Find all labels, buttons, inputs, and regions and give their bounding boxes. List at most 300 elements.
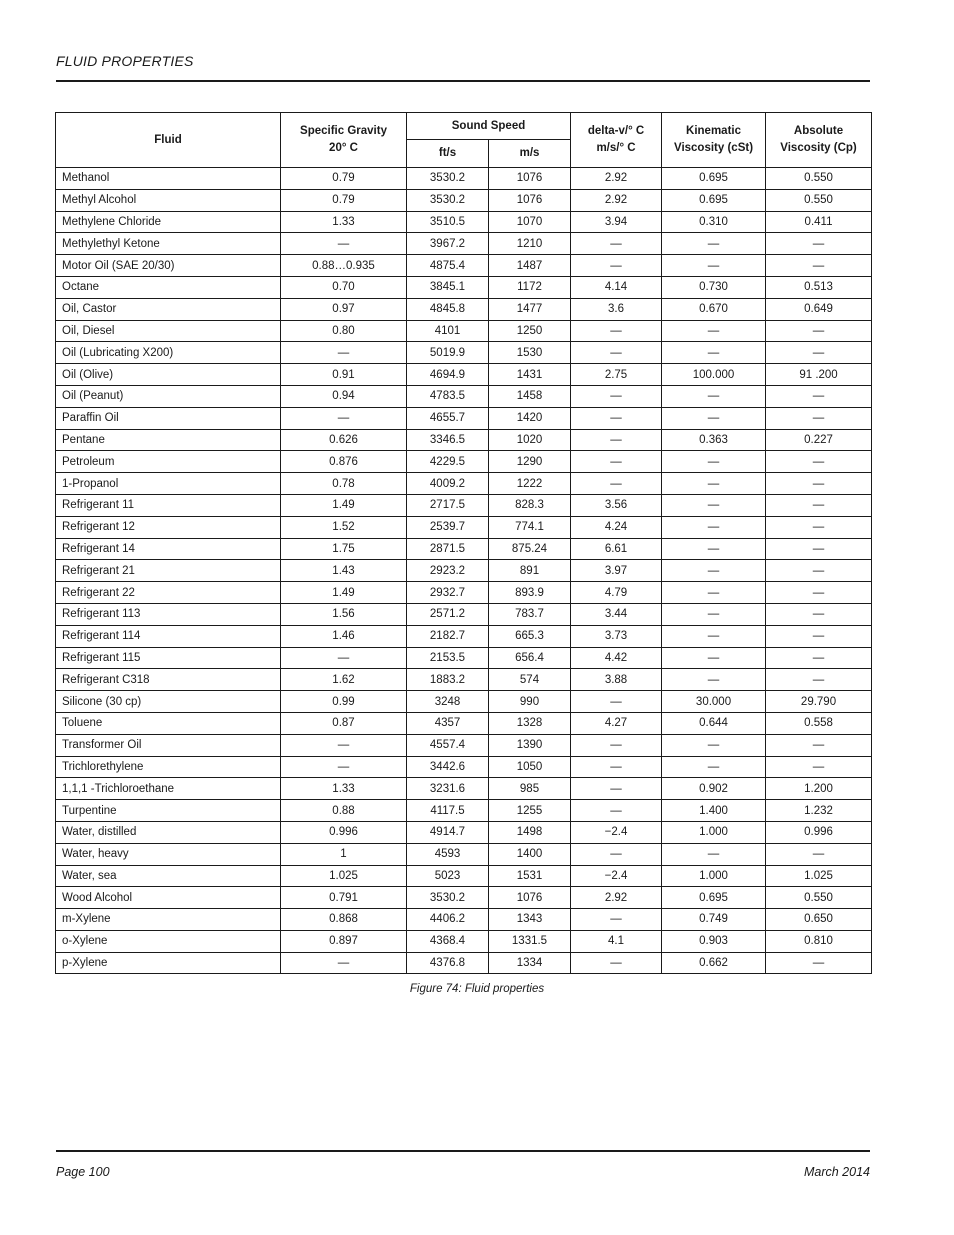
absolute-viscosity-cell: 0.550 bbox=[766, 168, 872, 190]
delta-v-cell: 4.42 bbox=[571, 647, 662, 669]
specific-gravity-cell: 0.97 bbox=[281, 298, 407, 320]
delta-v-cell: 4.1 bbox=[571, 930, 662, 952]
kinematic-viscosity-cell: 0.662 bbox=[662, 952, 766, 974]
sound-speed-m-s-cell: 1331.5 bbox=[489, 930, 571, 952]
sound-speed-ft-s-cell: 2539.7 bbox=[407, 516, 489, 538]
sound-speed-ft-s-cell: 4009.2 bbox=[407, 473, 489, 495]
delta-v-cell: — bbox=[571, 429, 662, 451]
sound-speed-m-s-cell: 1530 bbox=[489, 342, 571, 364]
kinematic-viscosity-cell: 1.000 bbox=[662, 865, 766, 887]
delta-v-cell: 4.14 bbox=[571, 276, 662, 298]
fluid-name-cell: Water, heavy bbox=[56, 843, 281, 865]
specific-gravity-cell: 0.80 bbox=[281, 320, 407, 342]
specific-gravity-cell: 0.87 bbox=[281, 712, 407, 734]
kinematic-viscosity-cell: — bbox=[662, 756, 766, 778]
header-delta bbox=[571, 113, 662, 168]
delta-v-cell: — bbox=[571, 756, 662, 778]
delta-v-cell: 6.61 bbox=[571, 538, 662, 560]
kinematic-viscosity-cell: — bbox=[662, 582, 766, 604]
fluid-name-cell: Refrigerant 22 bbox=[56, 582, 281, 604]
absolute-viscosity-cell: — bbox=[766, 451, 872, 473]
delta-v-cell: 3.94 bbox=[571, 211, 662, 233]
absolute-viscosity-cell: — bbox=[766, 603, 872, 625]
specific-gravity-cell: 0.791 bbox=[281, 887, 407, 909]
absolute-viscosity-cell: — bbox=[766, 342, 872, 364]
fluid-name-cell: Refrigerant C318 bbox=[56, 669, 281, 691]
fluid-name-cell: Methanol bbox=[56, 168, 281, 190]
header-specific-gravity bbox=[281, 113, 407, 168]
absolute-viscosity-cell: 0.996 bbox=[766, 821, 872, 843]
specific-gravity-cell: — bbox=[281, 734, 407, 756]
absolute-viscosity-cell: — bbox=[766, 407, 872, 429]
kinematic-viscosity-cell: — bbox=[662, 342, 766, 364]
specific-gravity-cell: 1.025 bbox=[281, 865, 407, 887]
fluid-name-cell: Water, sea bbox=[56, 865, 281, 887]
delta-v-cell: — bbox=[571, 800, 662, 822]
kinematic-viscosity-cell: 0.695 bbox=[662, 887, 766, 909]
sound-speed-m-s-cell: 665.3 bbox=[489, 625, 571, 647]
header-specific-gravity-line2: 20° C bbox=[329, 142, 358, 154]
specific-gravity-cell: 1.56 bbox=[281, 603, 407, 625]
kinematic-viscosity-cell: 0.730 bbox=[662, 276, 766, 298]
absolute-viscosity-cell: 0.810 bbox=[766, 930, 872, 952]
specific-gravity-cell: 1.43 bbox=[281, 560, 407, 582]
sound-speed-m-s-cell: 875.24 bbox=[489, 538, 571, 560]
sound-speed-ft-s-cell: 3967.2 bbox=[407, 233, 489, 255]
sound-speed-ft-s-cell: 3530.2 bbox=[407, 168, 489, 190]
footer-divider bbox=[56, 1150, 870, 1152]
kinematic-viscosity-cell: — bbox=[662, 843, 766, 865]
sound-speed-m-s-cell: 1250 bbox=[489, 320, 571, 342]
kinematic-viscosity-cell: 0.902 bbox=[662, 778, 766, 800]
sound-speed-ft-s-cell: 4593 bbox=[407, 843, 489, 865]
absolute-viscosity-cell: 91 .200 bbox=[766, 364, 872, 386]
absolute-viscosity-cell: — bbox=[766, 560, 872, 582]
absolute-viscosity-cell: — bbox=[766, 843, 872, 865]
sound-speed-m-s-cell: 783.7 bbox=[489, 603, 571, 625]
header-delta-line2: m/s/° C bbox=[596, 142, 636, 154]
header-m-s: m/s bbox=[489, 140, 571, 168]
kinematic-viscosity-cell: 1.400 bbox=[662, 800, 766, 822]
fluid-name-cell: Oil, Diesel bbox=[56, 320, 281, 342]
kinematic-viscosity-cell: 0.695 bbox=[662, 189, 766, 211]
specific-gravity-cell: 1.49 bbox=[281, 494, 407, 516]
table-row bbox=[56, 800, 872, 822]
sound-speed-m-s-cell: 1400 bbox=[489, 843, 571, 865]
kinematic-viscosity-cell: — bbox=[662, 538, 766, 560]
table-body bbox=[56, 168, 872, 974]
specific-gravity-cell: 0.88…0.935 bbox=[281, 255, 407, 277]
sound-speed-m-s-cell: 1290 bbox=[489, 451, 571, 473]
fluid-name-cell: Oil (Peanut) bbox=[56, 385, 281, 407]
sound-speed-ft-s-cell: 4783.5 bbox=[407, 385, 489, 407]
absolute-viscosity-cell: — bbox=[766, 625, 872, 647]
delta-v-cell: — bbox=[571, 778, 662, 800]
fluid-name-cell: 1,1,1 -Trichloroethane bbox=[56, 778, 281, 800]
specific-gravity-cell: 0.897 bbox=[281, 930, 407, 952]
table-row bbox=[56, 538, 872, 560]
fluid-name-cell: Methylethyl Ketone bbox=[56, 233, 281, 255]
fluid-name-cell: Wood Alcohol bbox=[56, 887, 281, 909]
delta-v-cell: 3.6 bbox=[571, 298, 662, 320]
delta-v-cell: 4.24 bbox=[571, 516, 662, 538]
sound-speed-m-s-cell: 1020 bbox=[489, 429, 571, 451]
sound-speed-m-s-cell: 1343 bbox=[489, 909, 571, 931]
sound-speed-m-s-cell: 1076 bbox=[489, 168, 571, 190]
kinematic-viscosity-cell: — bbox=[662, 473, 766, 495]
fluid-name-cell: Refrigerant 21 bbox=[56, 560, 281, 582]
kinematic-viscosity-cell: — bbox=[662, 516, 766, 538]
header-kinematic-line1: Kinematic bbox=[686, 125, 741, 137]
delta-v-cell: −2.4 bbox=[571, 821, 662, 843]
table-row bbox=[56, 473, 872, 495]
absolute-viscosity-cell: — bbox=[766, 734, 872, 756]
specific-gravity-cell: — bbox=[281, 756, 407, 778]
fluid-name-cell: Motor Oil (SAE 20/30) bbox=[56, 255, 281, 277]
delta-v-cell: 3.97 bbox=[571, 560, 662, 582]
sound-speed-ft-s-cell: 4117.5 bbox=[407, 800, 489, 822]
fluid-name-cell: Turpentine bbox=[56, 800, 281, 822]
fluid-name-cell: Water, distilled bbox=[56, 821, 281, 843]
sound-speed-m-s-cell: 1334 bbox=[489, 952, 571, 974]
kinematic-viscosity-cell: 0.670 bbox=[662, 298, 766, 320]
sound-speed-m-s-cell: 1172 bbox=[489, 276, 571, 298]
sound-speed-ft-s-cell: 1883.2 bbox=[407, 669, 489, 691]
delta-v-cell: 3.88 bbox=[571, 669, 662, 691]
sound-speed-ft-s-cell: 4845.8 bbox=[407, 298, 489, 320]
kinematic-viscosity-cell: 0.363 bbox=[662, 429, 766, 451]
fluid-name-cell: Refrigerant 115 bbox=[56, 647, 281, 669]
delta-v-cell: — bbox=[571, 407, 662, 429]
delta-v-cell: — bbox=[571, 233, 662, 255]
table-row bbox=[56, 494, 872, 516]
specific-gravity-cell: — bbox=[281, 342, 407, 364]
fluid-name-cell: Petroleum bbox=[56, 451, 281, 473]
absolute-viscosity-cell: — bbox=[766, 473, 872, 495]
table-row bbox=[56, 451, 872, 473]
sound-speed-ft-s-cell: 3510.5 bbox=[407, 211, 489, 233]
fluid-name-cell: Oil (Lubricating X200) bbox=[56, 342, 281, 364]
absolute-viscosity-cell: 1.200 bbox=[766, 778, 872, 800]
delta-v-cell: — bbox=[571, 320, 662, 342]
absolute-viscosity-cell: — bbox=[766, 756, 872, 778]
sound-speed-m-s-cell: 774.1 bbox=[489, 516, 571, 538]
sound-speed-m-s-cell: 1255 bbox=[489, 800, 571, 822]
delta-v-cell: 2.92 bbox=[571, 189, 662, 211]
kinematic-viscosity-cell: 0.310 bbox=[662, 211, 766, 233]
absolute-viscosity-cell: 0.411 bbox=[766, 211, 872, 233]
table-row bbox=[56, 909, 872, 931]
fluid-name-cell: Methylene Chloride bbox=[56, 211, 281, 233]
header-kinematic-viscosity bbox=[662, 113, 766, 168]
absolute-viscosity-cell: — bbox=[766, 669, 872, 691]
sound-speed-m-s-cell: 1222 bbox=[489, 473, 571, 495]
fluid-name-cell: Trichlorethylene bbox=[56, 756, 281, 778]
fluid-name-cell: Refrigerant 11 bbox=[56, 494, 281, 516]
table-row bbox=[56, 843, 872, 865]
sound-speed-ft-s-cell: 4368.4 bbox=[407, 930, 489, 952]
delta-v-cell: — bbox=[571, 691, 662, 713]
sound-speed-m-s-cell: 1070 bbox=[489, 211, 571, 233]
sound-speed-m-s-cell: 1390 bbox=[489, 734, 571, 756]
sound-speed-m-s-cell: 1210 bbox=[489, 233, 571, 255]
specific-gravity-cell: — bbox=[281, 407, 407, 429]
sound-speed-m-s-cell: 1458 bbox=[489, 385, 571, 407]
table-row bbox=[56, 211, 872, 233]
absolute-viscosity-cell: — bbox=[766, 582, 872, 604]
absolute-viscosity-cell: — bbox=[766, 952, 872, 974]
specific-gravity-cell: 0.88 bbox=[281, 800, 407, 822]
delta-v-cell: — bbox=[571, 385, 662, 407]
kinematic-viscosity-cell: — bbox=[662, 407, 766, 429]
fluid-name-cell: Pentane bbox=[56, 429, 281, 451]
delta-v-cell: 2.75 bbox=[571, 364, 662, 386]
table-row bbox=[56, 364, 872, 386]
header-sound-speed: Sound Speed bbox=[407, 113, 571, 140]
kinematic-viscosity-cell: — bbox=[662, 560, 766, 582]
sound-speed-m-s-cell: 891 bbox=[489, 560, 571, 582]
header-kinematic-line2: Viscosity (cSt) bbox=[673, 142, 754, 154]
specific-gravity-cell: 1.52 bbox=[281, 516, 407, 538]
sound-speed-m-s-cell: 1498 bbox=[489, 821, 571, 843]
specific-gravity-cell: 0.70 bbox=[281, 276, 407, 298]
kinematic-viscosity-cell: — bbox=[662, 603, 766, 625]
fluid-name-cell: Octane bbox=[56, 276, 281, 298]
fluid-name-cell: Methyl Alcohol bbox=[56, 189, 281, 211]
kinematic-viscosity-cell: — bbox=[662, 669, 766, 691]
header-absolute-line2: Viscosity (Cp) bbox=[780, 142, 857, 154]
specific-gravity-cell: 0.78 bbox=[281, 473, 407, 495]
header-specific-gravity-line1: Specific Gravity bbox=[300, 125, 387, 137]
sound-speed-m-s-cell: 1050 bbox=[489, 756, 571, 778]
specific-gravity-cell: 0.91 bbox=[281, 364, 407, 386]
absolute-viscosity-cell: — bbox=[766, 538, 872, 560]
fluid-properties-table bbox=[55, 112, 872, 974]
header-divider bbox=[56, 80, 870, 82]
sound-speed-ft-s-cell: 3530.2 bbox=[407, 887, 489, 909]
sound-speed-ft-s-cell: 3442.6 bbox=[407, 756, 489, 778]
table-row bbox=[56, 603, 872, 625]
sound-speed-m-s-cell: 1531 bbox=[489, 865, 571, 887]
table-row bbox=[56, 865, 872, 887]
absolute-viscosity-cell: — bbox=[766, 255, 872, 277]
delta-v-cell: — bbox=[571, 734, 662, 756]
sound-speed-m-s-cell: 574 bbox=[489, 669, 571, 691]
absolute-viscosity-cell: 0.513 bbox=[766, 276, 872, 298]
kinematic-viscosity-cell: 0.644 bbox=[662, 712, 766, 734]
absolute-viscosity-cell: — bbox=[766, 494, 872, 516]
table-row bbox=[56, 560, 872, 582]
sound-speed-ft-s-cell: 4557.4 bbox=[407, 734, 489, 756]
specific-gravity-cell: 0.626 bbox=[281, 429, 407, 451]
sound-speed-ft-s-cell: 4655.7 bbox=[407, 407, 489, 429]
fluid-name-cell: Refrigerant 14 bbox=[56, 538, 281, 560]
absolute-viscosity-cell: 0.550 bbox=[766, 887, 872, 909]
page-header-title: FLUID PROPERTIES bbox=[56, 53, 194, 69]
kinematic-viscosity-cell: — bbox=[662, 451, 766, 473]
table-row bbox=[56, 298, 872, 320]
specific-gravity-cell: — bbox=[281, 952, 407, 974]
delta-v-cell: — bbox=[571, 909, 662, 931]
sound-speed-ft-s-cell: 2571.2 bbox=[407, 603, 489, 625]
kinematic-viscosity-cell: — bbox=[662, 320, 766, 342]
header-ft-s: ft/s bbox=[407, 140, 489, 168]
sound-speed-m-s-cell: 1076 bbox=[489, 189, 571, 211]
specific-gravity-cell: 1 bbox=[281, 843, 407, 865]
table-row bbox=[56, 930, 872, 952]
table-row bbox=[56, 669, 872, 691]
table-row bbox=[56, 189, 872, 211]
sound-speed-m-s-cell: 1420 bbox=[489, 407, 571, 429]
specific-gravity-cell: 1.46 bbox=[281, 625, 407, 647]
delta-v-cell: 4.27 bbox=[571, 712, 662, 734]
sound-speed-m-s-cell: 1477 bbox=[489, 298, 571, 320]
header-absolute-viscosity bbox=[766, 113, 872, 168]
sound-speed-ft-s-cell: 5023 bbox=[407, 865, 489, 887]
sound-speed-m-s-cell: 656.4 bbox=[489, 647, 571, 669]
delta-v-cell: 3.73 bbox=[571, 625, 662, 647]
sound-speed-ft-s-cell: 3530.2 bbox=[407, 189, 489, 211]
fluid-name-cell: Silicone (30 cp) bbox=[56, 691, 281, 713]
specific-gravity-cell: 1.75 bbox=[281, 538, 407, 560]
kinematic-viscosity-cell: 0.695 bbox=[662, 168, 766, 190]
delta-v-cell: — bbox=[571, 255, 662, 277]
specific-gravity-cell: 0.99 bbox=[281, 691, 407, 713]
table-row bbox=[56, 734, 872, 756]
sound-speed-ft-s-cell: 4406.2 bbox=[407, 909, 489, 931]
absolute-viscosity-cell: 1.025 bbox=[766, 865, 872, 887]
sound-speed-ft-s-cell: 4229.5 bbox=[407, 451, 489, 473]
table-row bbox=[56, 516, 872, 538]
table-row bbox=[56, 778, 872, 800]
table-row bbox=[56, 233, 872, 255]
kinematic-viscosity-cell: — bbox=[662, 233, 766, 255]
delta-v-cell: — bbox=[571, 473, 662, 495]
sound-speed-ft-s-cell: 2182.7 bbox=[407, 625, 489, 647]
delta-v-cell: 3.56 bbox=[571, 494, 662, 516]
header-delta-line1: delta-v/° C bbox=[587, 125, 645, 137]
sound-speed-m-s-cell: 1076 bbox=[489, 887, 571, 909]
sound-speed-ft-s-cell: 4914.7 bbox=[407, 821, 489, 843]
specific-gravity-cell: 1.49 bbox=[281, 582, 407, 604]
delta-v-cell: — bbox=[571, 342, 662, 364]
sound-speed-m-s-cell: 893.9 bbox=[489, 582, 571, 604]
fluid-name-cell: m-Xylene bbox=[56, 909, 281, 931]
kinematic-viscosity-cell: 0.749 bbox=[662, 909, 766, 931]
specific-gravity-cell: 1.33 bbox=[281, 778, 407, 800]
absolute-viscosity-cell: — bbox=[766, 516, 872, 538]
fluid-name-cell: Oil, Castor bbox=[56, 298, 281, 320]
kinematic-viscosity-cell: — bbox=[662, 625, 766, 647]
table-row bbox=[56, 582, 872, 604]
specific-gravity-cell: 0.79 bbox=[281, 168, 407, 190]
delta-v-cell: −2.4 bbox=[571, 865, 662, 887]
absolute-viscosity-cell: — bbox=[766, 385, 872, 407]
fluid-name-cell: Paraffin Oil bbox=[56, 407, 281, 429]
sound-speed-m-s-cell: 1431 bbox=[489, 364, 571, 386]
sound-speed-ft-s-cell: 2871.5 bbox=[407, 538, 489, 560]
sound-speed-ft-s-cell: 4376.8 bbox=[407, 952, 489, 974]
figure-caption: Figure 74: Fluid properties bbox=[409, 983, 545, 995]
kinematic-viscosity-cell: 1.000 bbox=[662, 821, 766, 843]
delta-v-cell: 2.92 bbox=[571, 887, 662, 909]
sound-speed-ft-s-cell: 3248 bbox=[407, 691, 489, 713]
publication-date: March 2014 bbox=[803, 1165, 870, 1179]
absolute-viscosity-cell: 1.232 bbox=[766, 800, 872, 822]
header-fluid: Fluid bbox=[56, 113, 281, 168]
kinematic-viscosity-cell: — bbox=[662, 734, 766, 756]
delta-v-cell: — bbox=[571, 952, 662, 974]
table-row bbox=[56, 342, 872, 364]
specific-gravity-cell: — bbox=[281, 233, 407, 255]
specific-gravity-cell: 0.79 bbox=[281, 189, 407, 211]
specific-gravity-cell: 1.62 bbox=[281, 669, 407, 691]
header-absolute-line1: Absolute bbox=[793, 125, 844, 137]
sound-speed-ft-s-cell: 4357 bbox=[407, 712, 489, 734]
table-row bbox=[56, 429, 872, 451]
sound-speed-ft-s-cell: 3346.5 bbox=[407, 429, 489, 451]
absolute-viscosity-cell: — bbox=[766, 320, 872, 342]
absolute-viscosity-cell: 29.790 bbox=[766, 691, 872, 713]
table-row bbox=[56, 712, 872, 734]
kinematic-viscosity-cell: 100.000 bbox=[662, 364, 766, 386]
fluid-name-cell: Refrigerant 12 bbox=[56, 516, 281, 538]
absolute-viscosity-cell: — bbox=[766, 647, 872, 669]
delta-v-cell: 3.44 bbox=[571, 603, 662, 625]
sound-speed-ft-s-cell: 3231.6 bbox=[407, 778, 489, 800]
sound-speed-ft-s-cell: 4694.9 bbox=[407, 364, 489, 386]
sound-speed-ft-s-cell: 2717.5 bbox=[407, 494, 489, 516]
specific-gravity-cell: 0.996 bbox=[281, 821, 407, 843]
absolute-viscosity-cell: 0.649 bbox=[766, 298, 872, 320]
kinematic-viscosity-cell: — bbox=[662, 494, 766, 516]
table-row bbox=[56, 320, 872, 342]
fluid-name-cell: Oil (Olive) bbox=[56, 364, 281, 386]
table-row bbox=[56, 691, 872, 713]
table-row bbox=[56, 952, 872, 974]
fluid-name-cell: Toluene bbox=[56, 712, 281, 734]
sound-speed-m-s-cell: 1328 bbox=[489, 712, 571, 734]
kinematic-viscosity-cell: 30.000 bbox=[662, 691, 766, 713]
fluid-name-cell: o-Xylene bbox=[56, 930, 281, 952]
table-row bbox=[56, 407, 872, 429]
fluid-name-cell: 1-Propanol bbox=[56, 473, 281, 495]
table-row bbox=[56, 887, 872, 909]
kinematic-viscosity-cell: — bbox=[662, 255, 766, 277]
table-row bbox=[56, 168, 872, 190]
kinematic-viscosity-cell: — bbox=[662, 647, 766, 669]
sound-speed-ft-s-cell: 4101 bbox=[407, 320, 489, 342]
page-number: Page 100 bbox=[56, 1165, 110, 1179]
delta-v-cell: — bbox=[571, 451, 662, 473]
table-row bbox=[56, 385, 872, 407]
fluid-name-cell: Refrigerant 114 bbox=[56, 625, 281, 647]
table-row bbox=[56, 821, 872, 843]
sound-speed-m-s-cell: 985 bbox=[489, 778, 571, 800]
specific-gravity-cell: 0.94 bbox=[281, 385, 407, 407]
absolute-viscosity-cell: — bbox=[766, 233, 872, 255]
fluid-name-cell: Refrigerant 113 bbox=[56, 603, 281, 625]
table-row bbox=[56, 756, 872, 778]
sound-speed-ft-s-cell: 4875.4 bbox=[407, 255, 489, 277]
fluid-name-cell: Transformer Oil bbox=[56, 734, 281, 756]
sound-speed-m-s-cell: 828.3 bbox=[489, 494, 571, 516]
fluid-name-cell: p-Xylene bbox=[56, 952, 281, 974]
delta-v-cell: 4.79 bbox=[571, 582, 662, 604]
sound-speed-ft-s-cell: 2153.5 bbox=[407, 647, 489, 669]
specific-gravity-cell: 0.876 bbox=[281, 451, 407, 473]
sound-speed-ft-s-cell: 5019.9 bbox=[407, 342, 489, 364]
